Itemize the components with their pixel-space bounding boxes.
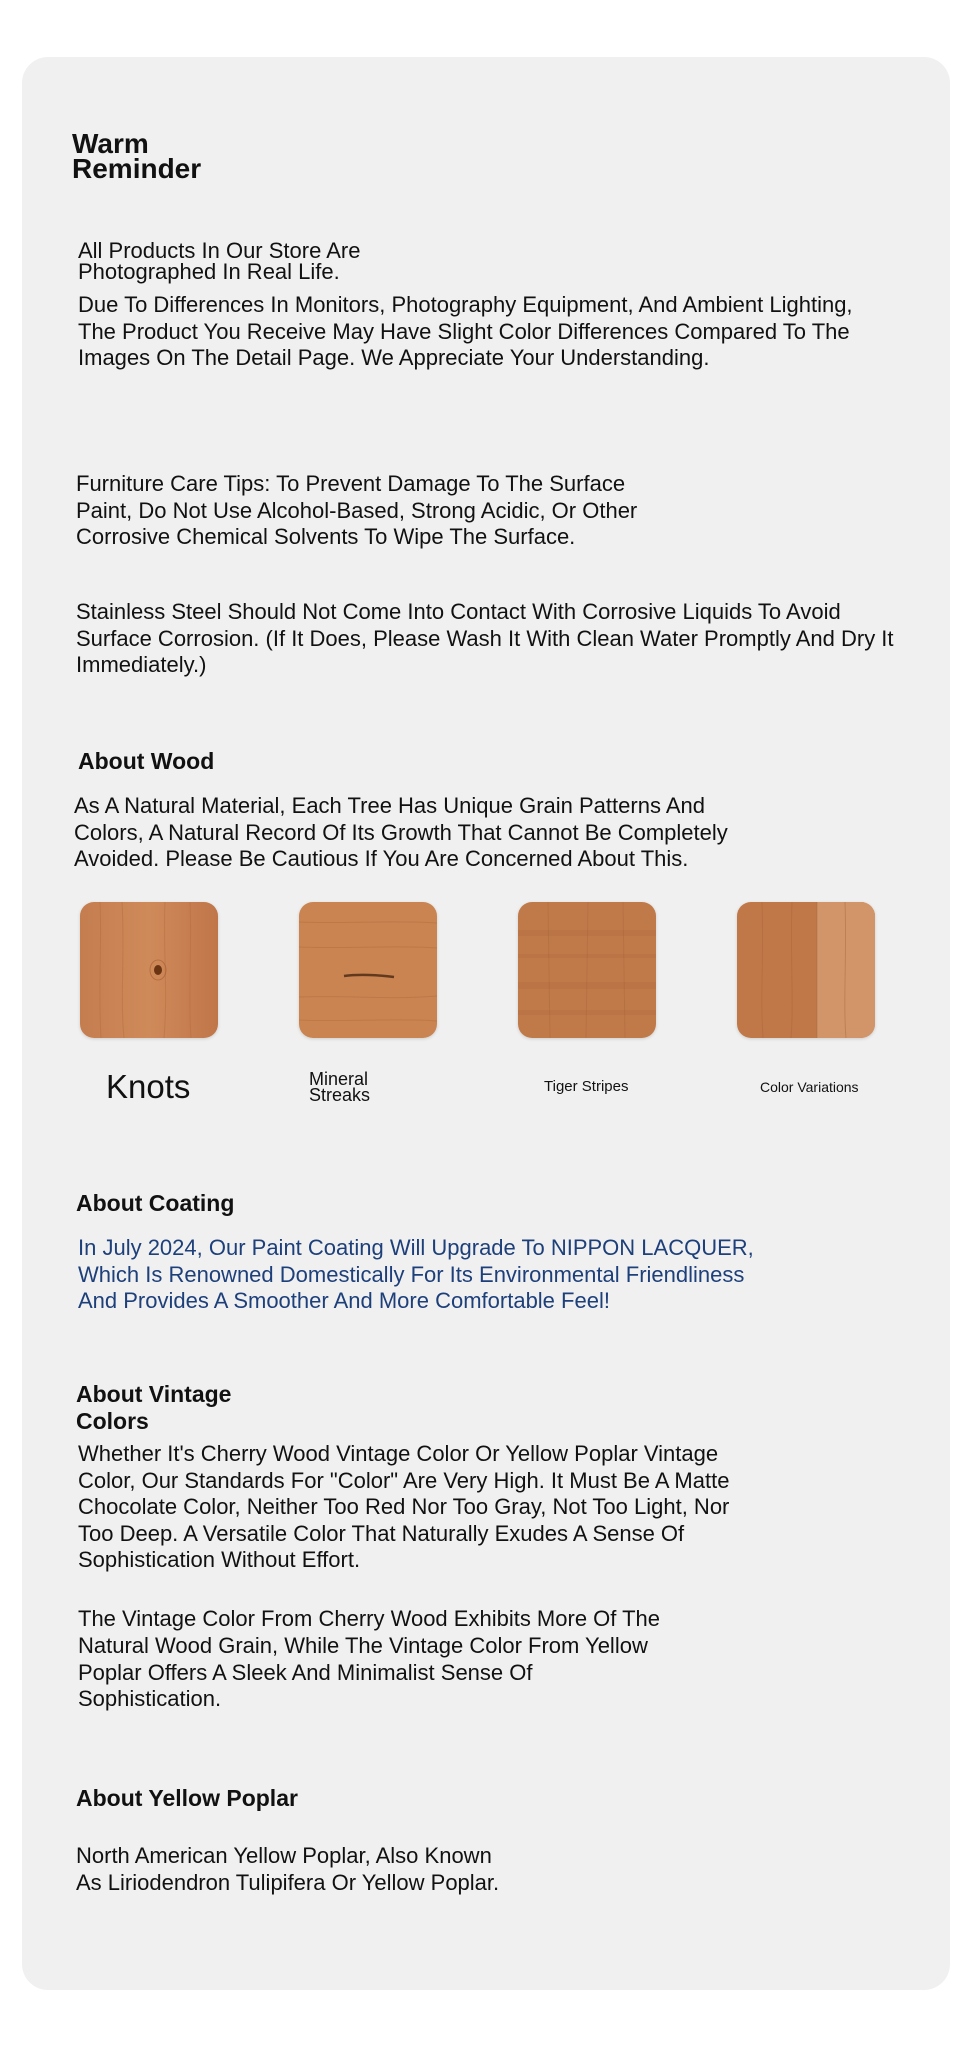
section-heading-vintage: About Vintage Colors (76, 1381, 232, 1434)
wood-color-variation-swatch (737, 902, 875, 1038)
vintage-comparison: The Vintage Color From Cherry Wood Exhibits More Of The Natural Wood Grain, While The Vintage Color From Yellow Poplar Offers A Sleek And Minimalist Sense Of Sophistication. (78, 1606, 661, 1712)
swatch-label-color-variations: Color Variations (760, 1079, 859, 1095)
section-heading-poplar: About Yellow Poplar (76, 1785, 298, 1811)
wood-mineral-streak-swatch (299, 902, 437, 1038)
coating-description: In July 2024, Our Paint Coating Will Upgrade To NIPPON LACQUER, Which Is Renowned Domestically For Its Environmental Friendliness And Provides A Smoother And More Comfortable Feel! (78, 1235, 754, 1313)
poplar-description: North American Yellow Poplar, Also Known As Liriodendron Tulipifera Or Yellow Poplar. (76, 1843, 500, 1895)
intro-statement: All Products In Our Store Are Photographed In Real Life. (78, 238, 361, 284)
section-heading-wood: About Wood (78, 748, 215, 774)
vintage-description: Whether It's Cherry Wood Vintage Color Or Yellow Poplar Vintage Color, Our Standards For "Color" Are Very High. It Must Be A Matte Chocolate Color, Neither Too Red Nor Too Gray, Not Too Light, Nor Too Deep. A Versatile Color That Naturally Exudes A Sense Of Sophistication Without Effort. (78, 1441, 730, 1572)
swatch-label-mineral-streaks: Mineral Streaks (309, 1069, 371, 1105)
care-tip-steel: Stainless Steel Should Not Come Into Contact With Corrosive Liquids To Avoid Surface Corrosion. (If It Does, Please Wash It With Clean Water Promptly And Dry It Immediately.) (76, 599, 894, 677)
wood-tiger-stripe-swatch (518, 902, 656, 1038)
wood-knot-swatch (80, 902, 218, 1038)
section-heading-coating: About Coating (76, 1190, 235, 1216)
swatch-label-tiger-stripes: Tiger Stripes (544, 1078, 629, 1095)
wood-description: As A Natural Material, Each Tree Has Unique Grain Patterns And Colors, A Natural Record Of Its Growth That Cannot Be Completely Avoided. Please Be Cautious If You Are Concerned About This. (74, 793, 728, 871)
page-title: Warm Reminder (72, 128, 202, 184)
care-tip-paint: Furniture Care Tips: To Prevent Damage To The Surface Paint, Do Not Use Alcohol-Based, Strong Acidic, Or Other Corrosive Chemical Solvents To Wipe The Surface. (76, 471, 638, 549)
swatch-label-knots: Knots (106, 1068, 191, 1105)
intro-disclaimer: Due To Differences In Monitors, Photography Equipment, And Ambient Lighting, The Product You Receive May Have Slight Color Differences Compared To The Images On The Detail Page. We Appreciate Your Understanding. (78, 292, 853, 370)
